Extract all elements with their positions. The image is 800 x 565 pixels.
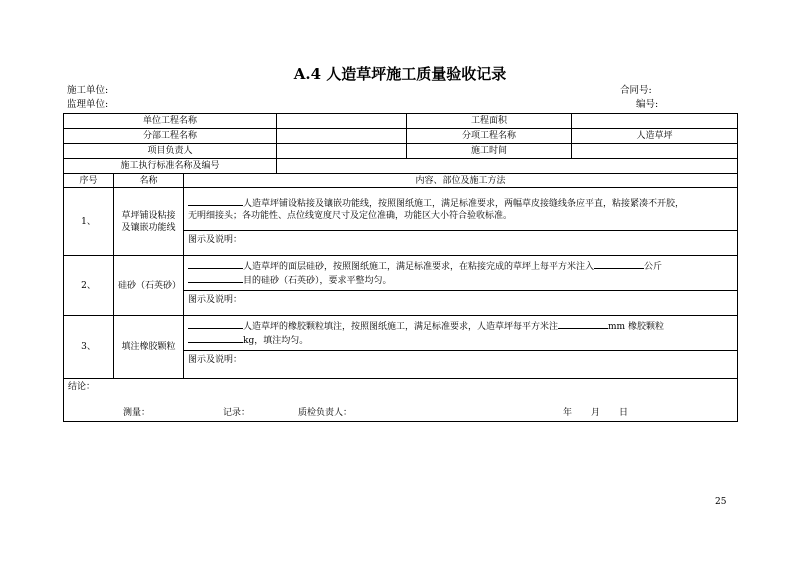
project-leader-value bbox=[277, 144, 407, 159]
signature-line bbox=[68, 407, 733, 419]
item-content-text-a: 人造草坪的面层硅砂，按照图纸施工，满足标准要求，在粘接完成的草坪上每平方米注入 bbox=[243, 262, 595, 272]
page-title: A.4 人造草坪施工质量验收记录 bbox=[293, 65, 507, 83]
acceptance-record-table bbox=[63, 113, 738, 422]
fill-blank bbox=[188, 273, 243, 283]
fill-blank bbox=[188, 319, 243, 329]
item-content-text-b: 目的硅砂（石英砂），要求平整均匀。 bbox=[243, 276, 392, 286]
unit-project-name-label: 单位工程名称 bbox=[64, 114, 277, 129]
item-name-line2: 及镶嵌功能线 bbox=[121, 222, 176, 233]
item-content-text-a: 人造草坪铺设粘接及镶嵌功能线，按照图纸施工，满足标准要求，两幅草皮接缝线条应平直，粘接紧凑不开胶， bbox=[243, 199, 685, 209]
item-seq: 3、 bbox=[64, 316, 114, 379]
item-row-1-text bbox=[64, 188, 738, 231]
diagram-label: 图示及说明： bbox=[184, 231, 738, 256]
fill-blank bbox=[188, 259, 243, 269]
division-project-name-value bbox=[277, 129, 407, 144]
item-name-line1: 草坪铺设粘接 bbox=[121, 210, 176, 221]
conclusion-row bbox=[64, 379, 738, 422]
item-content-text-b: kg，填注均匀。 bbox=[243, 336, 309, 346]
fill-blank bbox=[188, 196, 243, 206]
item-content-unit: 公斤 bbox=[644, 262, 663, 272]
item-content-text-a: 人造草坪的橡胶颗粒填注，按照图纸施工，满足标准要求，人造草坪每平方米注 bbox=[243, 322, 559, 332]
standard-name-value bbox=[277, 159, 738, 174]
sub-item-project-name-label: 分项工程名称 bbox=[407, 129, 572, 144]
qc-label: 质检负责人： bbox=[298, 408, 353, 418]
month-label: 月 bbox=[591, 408, 601, 418]
project-leader-label: 项目负责人 bbox=[64, 144, 277, 159]
record-label: 记录： bbox=[223, 408, 251, 418]
day-label: 日 bbox=[619, 408, 629, 418]
item-content bbox=[184, 316, 738, 351]
project-area-value bbox=[572, 114, 738, 129]
item-content bbox=[184, 188, 738, 231]
construction-time-label: 施工时间 bbox=[407, 144, 572, 159]
project-area-label: 工程面积 bbox=[407, 114, 572, 129]
item-name: 硅砂（石英砂） bbox=[114, 256, 184, 316]
division-project-name-label: 分部工程名称 bbox=[64, 129, 277, 144]
conclusion-label: 结论： bbox=[68, 382, 96, 392]
contract-no-label: 合同号: bbox=[620, 85, 652, 96]
serial-no-label: 编号: bbox=[636, 99, 659, 110]
item-name: 填注橡胶颗粒 bbox=[114, 316, 184, 379]
name-header: 名称 bbox=[114, 174, 184, 188]
diagram-label: 图示及说明： bbox=[184, 351, 738, 379]
fill-blank bbox=[594, 259, 644, 269]
construction-time-value bbox=[572, 144, 738, 159]
unit-project-name-value bbox=[277, 114, 407, 129]
fill-blank bbox=[558, 319, 608, 329]
content-header: 内容、部位及施工方法 bbox=[184, 174, 738, 188]
seq-header: 序号 bbox=[64, 174, 114, 188]
sub-item-project-name-value: 人造草坪 bbox=[572, 129, 738, 144]
item-seq: 1、 bbox=[64, 188, 114, 256]
item-content bbox=[184, 256, 738, 291]
info-row-standard bbox=[64, 159, 738, 174]
conclusion-cell bbox=[64, 379, 738, 422]
item-row-3-text bbox=[64, 316, 738, 351]
info-row-division-project bbox=[64, 129, 738, 144]
measure-label: 测量： bbox=[123, 408, 151, 418]
column-header-row bbox=[64, 174, 738, 188]
supervision-unit-label: 监理单位: bbox=[67, 99, 109, 110]
item-content-unit: mm 橡胶颗粒 bbox=[608, 322, 664, 332]
item-row-2-text bbox=[64, 256, 738, 291]
item-seq: 2、 bbox=[64, 256, 114, 316]
year-label: 年 bbox=[563, 408, 573, 418]
item-name-cell bbox=[114, 188, 184, 256]
standard-name-label: 施工执行标准名称及编号 bbox=[64, 159, 277, 174]
page-number: 25 bbox=[715, 497, 727, 507]
construction-unit-label: 施工单位: bbox=[67, 85, 109, 96]
item-content-text-b: 无明细接头；各功能性、点位线宽度尺寸及定位准确，功能区大小符合验收标准。 bbox=[188, 211, 513, 221]
info-row-unit-project bbox=[64, 114, 738, 129]
fill-blank bbox=[188, 333, 243, 343]
diagram-label: 图示及说明： bbox=[184, 291, 738, 316]
info-row-project-leader bbox=[64, 144, 738, 159]
